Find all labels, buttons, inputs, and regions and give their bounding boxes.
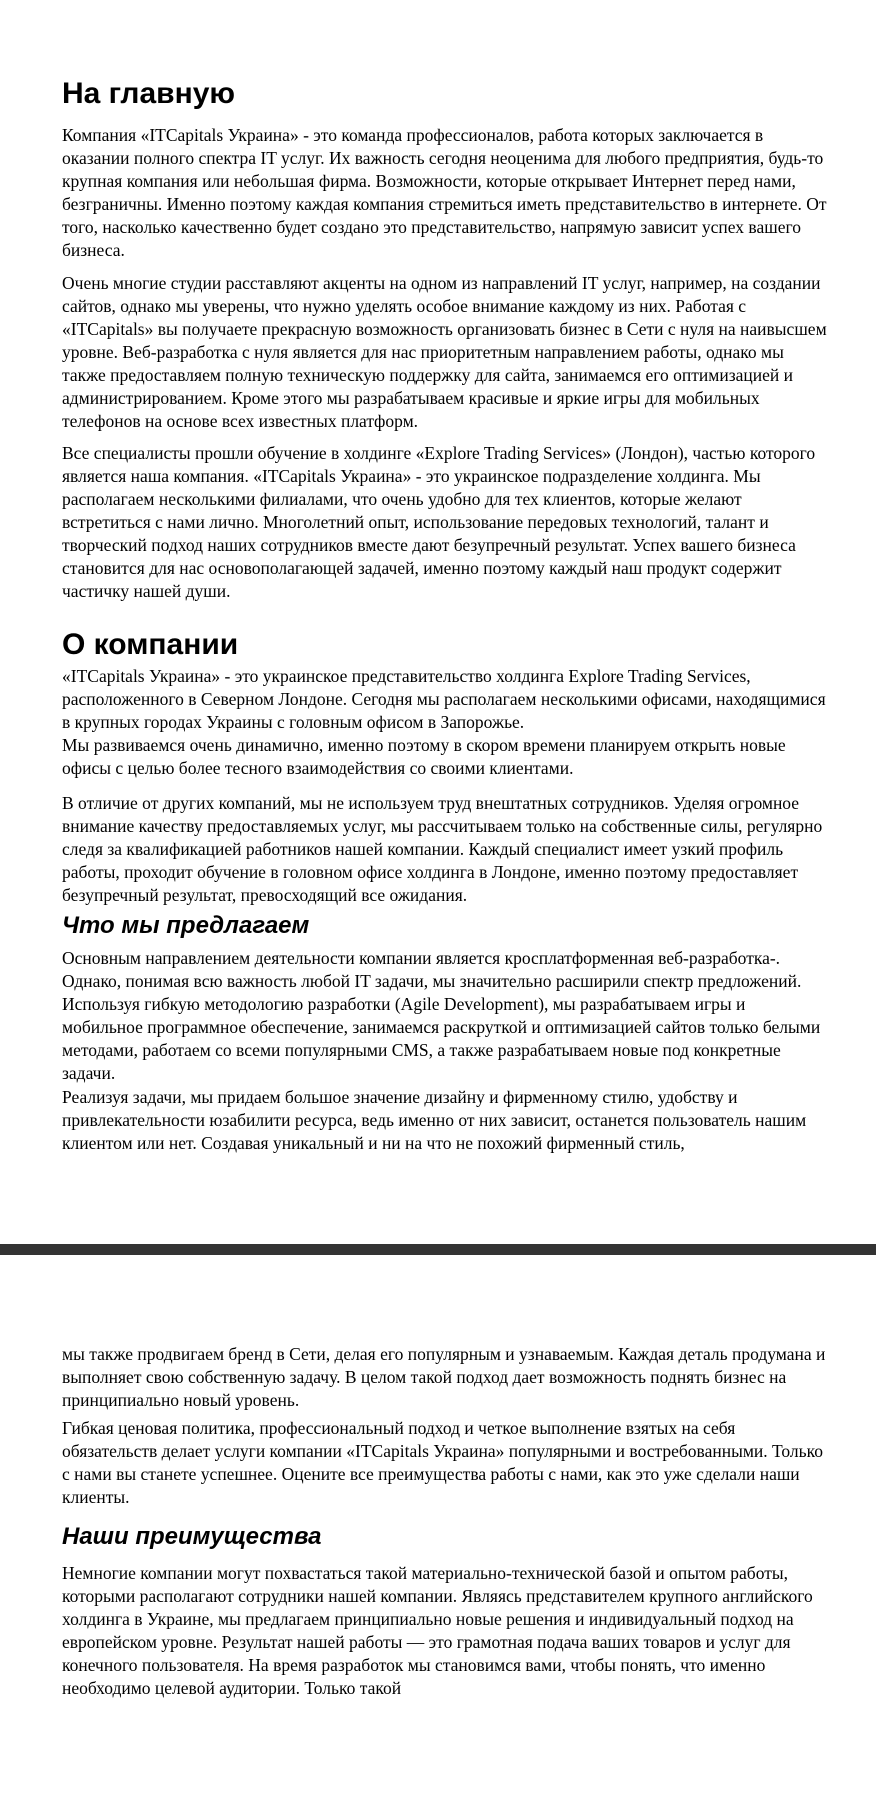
paragraph-pricing-policy: Гибкая ценовая политика, профессиональный подход и четкое выполнение взятых на себя обязательств делает услуги компании «ITCapitals Украина» популярными и востребованными. Только с нами вы станете успешнее. Оцените все преимущества работы с нами, как это уже сделали наши клиенты. bbox=[62, 1418, 824, 1507]
document-page bbox=[0, 78, 876, 1700]
page-break-bar bbox=[0, 1244, 876, 1255]
paragraph-brand-promotion: мы также продвигаем бренд в Сети, делая его популярным и узнаваемым. Каждая деталь продумана и выполняет свою собственную задачу. В целом такой подход дает возможность поднять бизнес на принципиально новый уровень. bbox=[62, 1344, 826, 1410]
paragraph-services-focus: Очень многие студии расставляют акценты на одном из направлений IT услуг, например, на создании сайтов, однако мы уверены, что нужно уделять особое внимание каждому из них. Работая с «ITCapitals» вы получаете прекрасную возможность организовать бизнес в Сети с нуля на наивысшем уровне. Веб-разработка с нуля является для нас приоритетным направлением работы, однако мы также предоставляем полную техническую поддержку для сайта, занимаемся его оптимизацией и администрированием. Кроме этого мы разрабатываем красивые и яркие игры для мобильных телефонов на основе всех известных платформ. bbox=[62, 273, 827, 431]
paragraph-holding-training: Все специалисты прошли обучение в холдинге «Explore Trading Services» (Лондон), частью которого является наша компания. «ITCapitals Украина» - это украинское подразделение холдинга. Мы располагаем несколькими филиалами, что очень удобно для тех клиентов, которые желают встретиться с нами лично. Многолетний опыт, использование передовых технологий, талант и творческий подход наших сотрудников вместе дают безупречный результат. Успех вашего бизнеса становится для нас основополагающей задачей, именно поэтому каждый наш продукт содержит частичку нашей души. bbox=[62, 443, 816, 601]
paragraph-advantages: Немногие компании могут похвастаться такой материально-технической базой и опытом работы, которыми располагают сотрудники нашей компании. Являясь представителем крупного английского холдинга в Украине, мы предлагаем принципиально новые решения и индивидуальный подход на европейском уровне. Результат нашей работы — это грамотная подача ваших товаров и услуг для конечного пользователя. На время разработок мы становимся вами, чтобы понять, что именно необходимо целевой аудитории. Только такой bbox=[62, 1563, 813, 1698]
paragraph-offices-part2: Мы развиваемся очень динамично, именно поэтому в скором времени планируем открыть новые офисы с целью более тесного взаимодействия со своими клиентами. bbox=[62, 735, 786, 778]
about-section-title: О компании bbox=[62, 628, 239, 661]
paragraph-offices-part1: «ITCapitals Украина» - это украинское представительство холдинга Explore Trading Services, расположенного в Северном Лондоне. Сегодня мы располагаем несколькими офисами, находящимися в крупных городах Украины с головным офисом в Запорожье. bbox=[62, 666, 826, 732]
paragraph-offices bbox=[62, 665, 829, 780]
paragraph-staff-quality: В отличие от других компаний, мы не используем труд внештатных сотрудников. Уделяя огромное внимание качеству предоставляемых услуг, мы рассчитываем только на собственные силы, регулярно следя за квалификацией работников нашей компании. Каждый специалист имеет узкий профиль работы, проходит обучение в головном офисе холдинга в Лондоне, именно поэтому предоставляет безупречный результат, превосходящий все ожидания. bbox=[62, 793, 823, 905]
paragraph-company-intro: Компания «ITCapitals Украина» - это команда профессионалов, работа которых заключается в оказании полного спектра IT услуг. Их важность сегодня неоценима для любого предприятия, будь-то крупная компания или небольшая фирма. Возможности, которые открывает Интернет перед нами, безграничны. Именно поэтому каждая компания стремиться иметь представительство в интернете. От того, насколько качественно будет создано это представительство, напрямую зависит успех вашего бизнеса. bbox=[62, 125, 827, 260]
home-section-title: На главную bbox=[62, 77, 236, 110]
advantages-section-title: Наши преимущества bbox=[62, 1523, 322, 1550]
paragraph-design-usability: Реализуя задачи, мы придаем большое значение дизайну и фирменному стилю, удобству и привлекательности юзабилити ресурса, ведь именно от них зависит, останется пользователь нашим клиентом или нет. Создавая уникальный и ни на что не похожий фирменный стиль, bbox=[62, 1087, 807, 1153]
offer-section-title: Что мы предлагаем bbox=[62, 912, 310, 939]
paragraph-offer-directions: Основным направлением деятельности компании является кросплатформенная веб-разработка-. Однако, понимая всю важность любой IT задачи, мы значительно расширили спектр предложений. Используя гибкую методологию разработки (Agile Development), мы разрабатываем игры и мобильное программное обеспечение, занимаемся раскруткой и оптимизацией сайтов только белыми методами, работаем со всеми популярными CMS, а также разрабатываем новые под конкретные задачи. bbox=[62, 948, 821, 1083]
